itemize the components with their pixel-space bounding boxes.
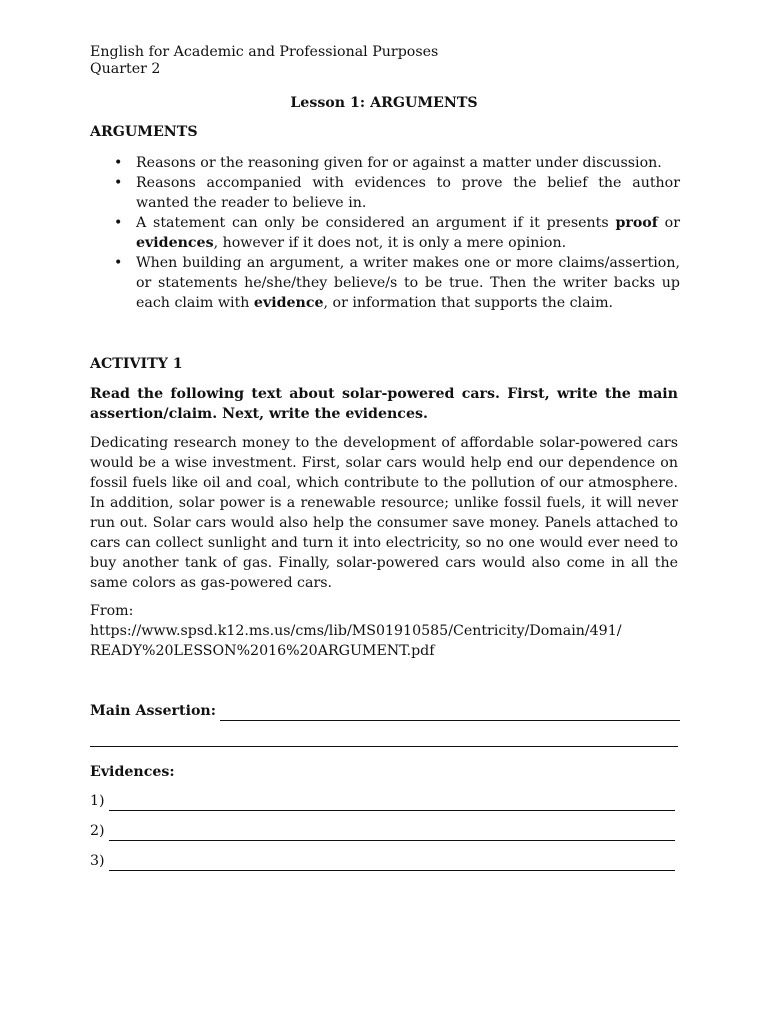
main-assertion-continuation-row — [90, 731, 678, 747]
bullet-icon: • — [114, 255, 123, 271]
source-label: From: — [90, 603, 134, 619]
list-item-text: Reasons or the reasoning given for or against a matter under discussion. — [136, 155, 662, 171]
activity-title: ACTIVITY 1 — [90, 356, 183, 372]
activity-instructions: Read the following text about solar-powered cars. First, write the main assertion/claim. Next, write the evidences. — [90, 386, 678, 422]
bullet-icon: • — [114, 215, 123, 231]
source-url-line: https://www.spsd.k12.ms.us/cms/lib/MS01910585/Centricity/Domain/491/ — [90, 623, 622, 639]
quarter-label: Quarter 2 — [90, 61, 161, 77]
evidence-answer-line[interactable] — [109, 795, 675, 811]
evidences-label: Evidences: — [90, 764, 175, 780]
bullet-icon: • — [114, 155, 123, 171]
source-citation — [90, 601, 690, 661]
lesson-title: Lesson 1: ARGUMENTS — [290, 95, 478, 111]
argument-definitions-list — [90, 153, 680, 313]
list-item — [90, 173, 680, 213]
main-assertion-row — [90, 701, 680, 721]
main-assertion-label: Main Assertion: — [90, 703, 216, 719]
list-item-text: A statement can only be considered an argument if it presents — [136, 215, 616, 231]
reading-passage: Dedicating research money to the development of affordable solar-powered cars would be a wise investment. First, solar cars would help end our dependence on fossil fuels like oil and coal, which contribute to the pollution of our atmosphere. In addition, solar power is a renewable resource; unlike fossil fuels, it will never run out. Solar cars would also help the consumer save money. Panels attached to cars can collect sunlight and turn it into electricity, so no one would ever need to buy another tank of gas. Finally, solar-powered cars would also come in all the same colors as gas-powered cars. — [90, 435, 678, 591]
evidence-number: 3) — [90, 853, 105, 869]
list-item — [90, 213, 680, 253]
emphasis-evidences: evidences — [136, 235, 214, 251]
list-item-text: When building an argument, a writer makes one or more claims/assertion, or statements he/she/they believe/s to be true. Then the writer backs up each claim with — [136, 255, 680, 311]
bullet-icon: • — [114, 175, 123, 191]
course-name: English for Academic and Professional Purposes — [90, 44, 439, 60]
evidence-row-3 — [90, 851, 675, 871]
section-title: ARGUMENTS — [90, 124, 198, 140]
document-header — [90, 44, 438, 78]
main-assertion-answer-line-2[interactable] — [90, 731, 678, 747]
list-item-text: , however if it does not, it is only a mere opinion. — [213, 235, 567, 251]
evidence-row-1 — [90, 791, 675, 811]
evidence-number: 2) — [90, 823, 105, 839]
emphasis-evidence: evidence — [253, 295, 324, 311]
source-url-line: READY%20LESSON%2016%20ARGUMENT.pdf — [90, 643, 435, 659]
list-item — [90, 153, 680, 173]
emphasis-proof: proof — [615, 215, 658, 231]
evidence-answer-line[interactable] — [109, 825, 675, 841]
evidence-answer-line[interactable] — [109, 855, 675, 871]
list-item-text: Reasons accompanied with evidences to prove the belief the author wanted the reader to believe in. — [136, 175, 680, 211]
evidence-number: 1) — [90, 793, 105, 809]
list-item-text: or — [657, 215, 680, 231]
list-item-text: , or information that supports the claim. — [323, 295, 614, 311]
evidence-row-2 — [90, 821, 675, 841]
list-item — [90, 253, 680, 313]
main-assertion-answer-line[interactable] — [220, 705, 680, 721]
